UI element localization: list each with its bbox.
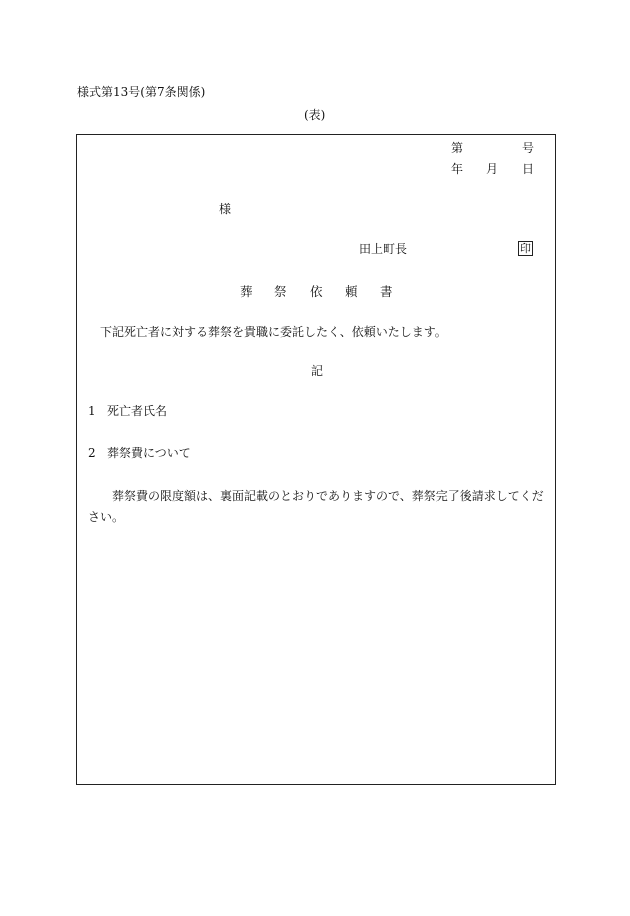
item-deceased-name: 死亡者氏名: [107, 404, 168, 418]
issuer-name: 田上町長: [359, 242, 408, 256]
date-year-label: 年: [451, 162, 464, 176]
form-number-label: 様式第13号(第7条関係): [77, 85, 206, 99]
ki-heading: 記: [311, 364, 324, 378]
date-month-label: 月: [486, 162, 499, 176]
funeral-expense-note: 葬祭費の限度額は、裏面記載のとおりでありますので、葬祭完了後請求してください。: [88, 489, 544, 524]
document-title-char: 葬: [240, 284, 253, 299]
side-label: (表): [304, 108, 326, 122]
request-statement: 下記死亡者に対する葬祭を貴職に委託したく、依頼いたします。: [100, 325, 447, 339]
document-title-char: 依: [310, 284, 323, 299]
addressee-honorific: 様: [219, 202, 232, 216]
document-title-char: 祭: [274, 284, 287, 299]
seal-mark: 印: [520, 242, 531, 255]
item-number: 1: [88, 404, 96, 418]
date-day-label: 日: [522, 162, 535, 176]
item-number: 2: [88, 446, 96, 460]
document-number-prefix: 第: [451, 141, 464, 155]
document-title-char: 書: [380, 284, 393, 299]
document-number-suffix: 号: [522, 141, 535, 155]
item-funeral-expenses: 葬祭費について: [107, 446, 191, 460]
document-title-char: 頼: [345, 284, 358, 299]
